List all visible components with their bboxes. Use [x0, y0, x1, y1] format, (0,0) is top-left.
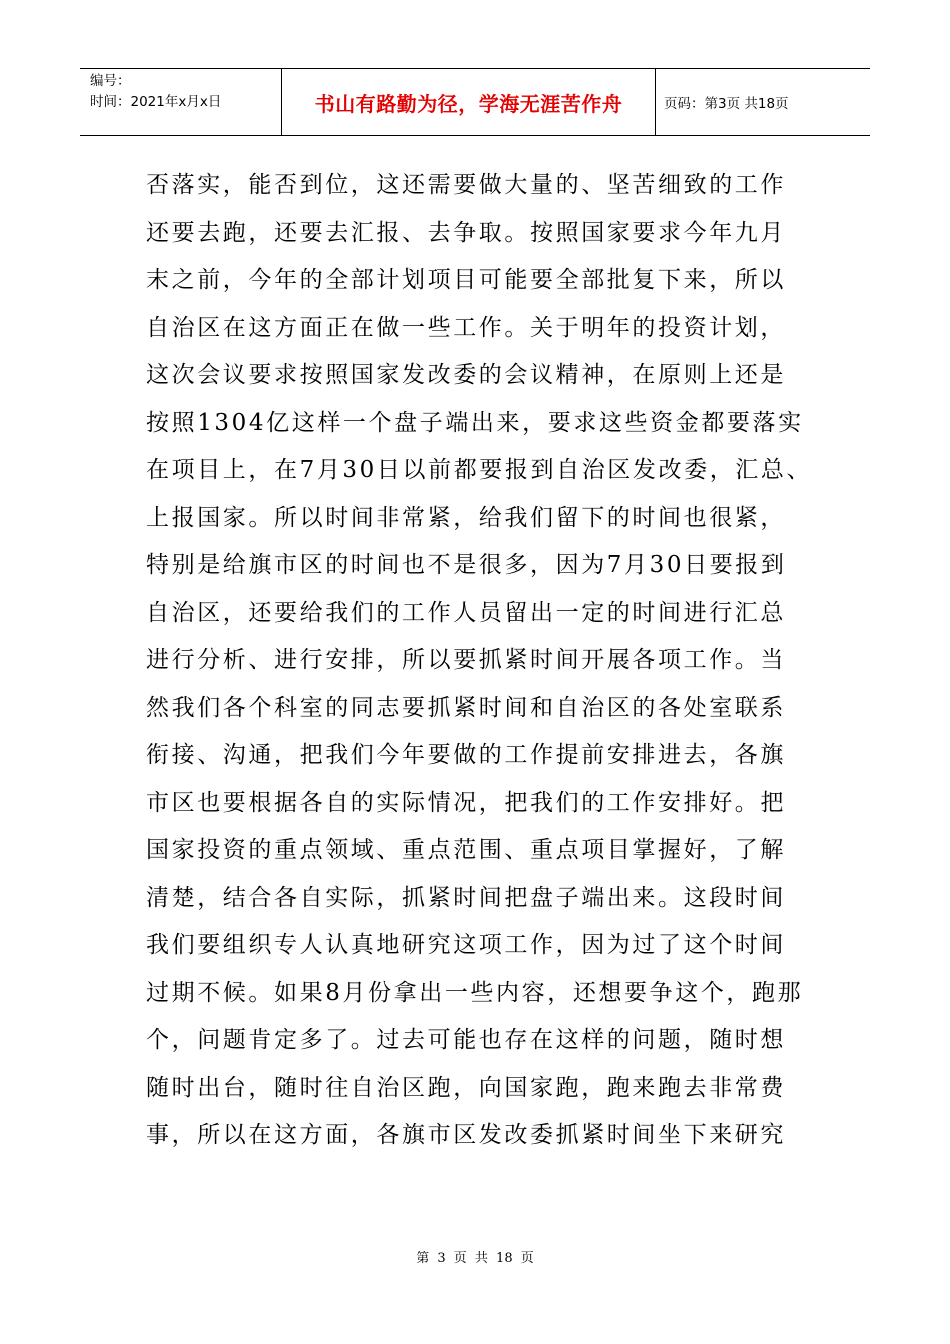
document-body [146, 162, 818, 1160]
body-line: 衔接、沟通，把我们今年要做的工作提前安排进去，各旗 [146, 742, 786, 768]
body-line: 进行分析、进行安排，所以要抓紧时间开展各项工作。当 [146, 647, 786, 673]
header-meta [80, 69, 282, 135]
page-footer: 第 3 页 共 18 页 [416, 1251, 534, 1266]
body-line: 自治区，还要给我们的工作人员留出一定的时间进行汇总 [146, 599, 786, 626]
body-line: 然我们各个科室的同志要抓紧时间和自治区的各处室联系 [146, 694, 786, 721]
body-line: 末之前，今年的全部计划项目可能要全部批复下来，所以 [146, 267, 786, 293]
header-page-code: 页码：第3页 共18页 [664, 96, 789, 112]
document-date: 时间：2021年x月x日 [90, 94, 222, 110]
document-number-label: 编号： [90, 73, 131, 89]
body-line: 事，所以在这方面，各旗市区发改委抓紧时间坐下来研究 [146, 1122, 786, 1148]
body-line: 在项目上，在7月30日以前都要报到自治区发改委，汇总、 [146, 457, 813, 483]
body-line: 国家投资的重点领域、重点范围、重点项目掌握好，了解 [146, 837, 786, 863]
body-line: 随时出台，随时往自治区跑，向国家跑，跑来跑去非常费 [146, 1074, 786, 1101]
body-line: 个，问题肯定多了。过去可能也存在这样的问题，随时想 [146, 1027, 786, 1053]
page-header [80, 68, 870, 136]
body-line: 特别是给旗市区的时间也不是很多，因为7月30日要报到 [146, 552, 787, 578]
body-line: 否落实，能否到位，这还需要做大量的、坚苦细致的工作 [146, 172, 786, 198]
body-line: 市区也要根据各自的实际情况，把我们的工作安排好。把 [146, 789, 786, 816]
body-line: 我们要组织专人认真地研究这项工作，因为过了这个时间 [146, 932, 786, 958]
body-line: 上报国家。所以时间非常紧，给我们留下的时间也很紧， [146, 504, 786, 531]
body-line: 这次会议要求按照国家发改委的会议精神，在原则上还是 [146, 362, 786, 388]
body-line: 清楚，结合各自实际，抓紧时间把盘子端出来。这段时间 [146, 884, 786, 911]
header-motto: 书山有路勤为径，学海无涯苦作舟 [282, 69, 656, 135]
body-line: 过期不候。如果8月份拿出一些内容，还想要争这个，跑那 [146, 979, 804, 1006]
body-line: 自治区在这方面正在做一些工作。关于明年的投资计划， [146, 314, 786, 341]
body-line: 还要去跑，还要去汇报、去争取。按照国家要求今年九月 [146, 219, 786, 246]
body-line: 按照1304亿这样一个盘子端出来，要求这些资金都要落实 [146, 409, 804, 436]
